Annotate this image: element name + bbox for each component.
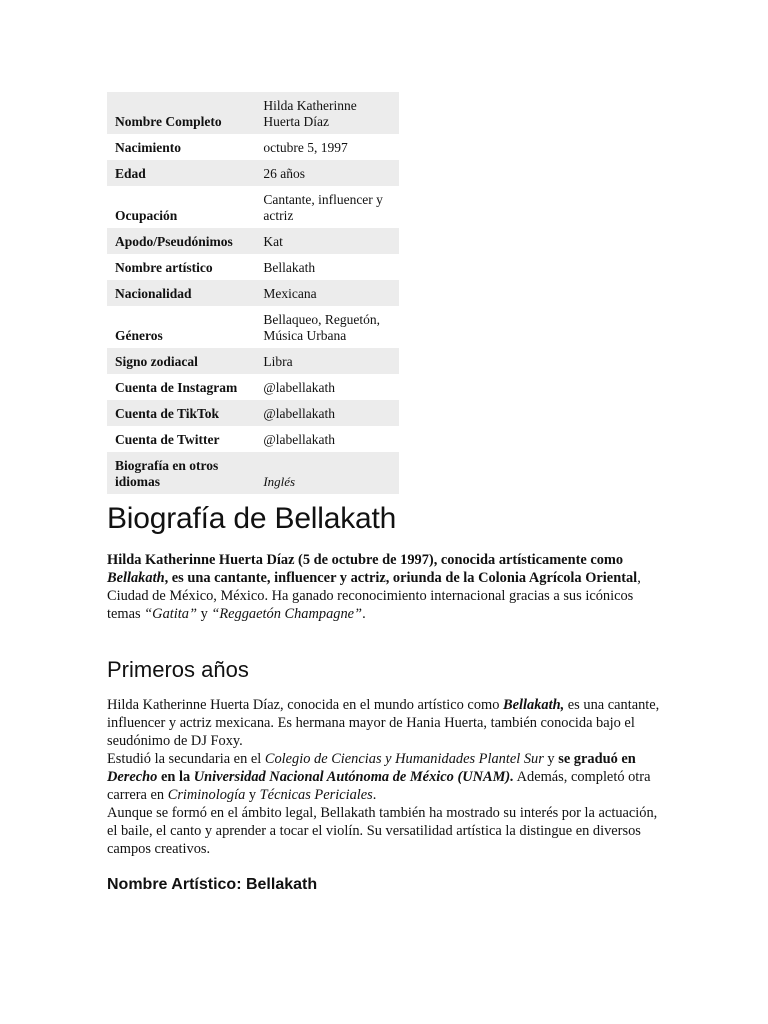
infobox-row-genres xyxy=(107,306,399,348)
infobox-label: Edad xyxy=(107,160,255,186)
infobox-value: Bellaqueo, Reguetón, Música Urbana xyxy=(263,312,380,343)
heading-early-years: Primeros años xyxy=(107,657,249,682)
early-p2-text-5: . xyxy=(372,787,377,803)
infobox-label: Apodo/Pseudónimos xyxy=(107,228,255,254)
infobox-row-instagram xyxy=(107,374,399,400)
early-text: Hilda Katherinne Huerta Díaz, conocida en el mundo artístico como xyxy=(107,697,504,713)
infobox-label: Nacimiento xyxy=(115,140,181,155)
early-paragraph-1 xyxy=(107,696,667,750)
infobox-value: @labellakath xyxy=(263,432,335,447)
school-name: Colegio de Ciencias y Humanidades Plantel Sur xyxy=(264,751,544,767)
intro-bold-text-2: , es una cantante, influencer y actriz, oriunda de la Colonia Agrícola Oriental xyxy=(164,570,638,586)
intro-text-3: . xyxy=(362,606,366,622)
infobox-value: Cantante, influencer y actriz xyxy=(263,192,383,223)
infobox-value: Hilda Katherinne Huerta Díaz xyxy=(255,92,399,134)
infobox-row-full-name xyxy=(107,92,399,134)
graduated-text-2: en la xyxy=(157,769,194,785)
infobox-label: Ocupación xyxy=(115,208,178,223)
infobox-label: Géneros xyxy=(115,328,163,343)
infobox-value: Kat xyxy=(255,228,399,254)
intro-bold-text: Hilda Katherinne Huerta Díaz (5 de octubre de 1997), conocida artísticamente como xyxy=(107,552,624,568)
early-p2-text-2: y xyxy=(543,751,559,767)
language-link-english[interactable]: Inglés xyxy=(255,452,399,494)
infobox-row-nationality xyxy=(107,280,399,306)
infobox-row-zodiac xyxy=(107,348,399,374)
heading-stage-name: Nombre Artístico: Bellakath xyxy=(107,876,318,893)
infobox-label: Nombre artístico xyxy=(115,260,213,275)
infobox-row-tiktok xyxy=(107,400,399,426)
infobox-row-birth xyxy=(107,134,399,160)
infobox-row-twitter xyxy=(107,426,399,452)
intro-text: , Ciudad de México, México. Ha ganado reconocimiento internacional gracias a sus icónicos temas xyxy=(107,570,641,622)
intro-stage-name: Bellakath xyxy=(107,570,165,586)
infobox-value: octubre 5, 1997 xyxy=(263,140,348,155)
infobox-label: Cuenta de Instagram xyxy=(115,380,238,395)
infobox-row-languages xyxy=(107,452,399,494)
infobox-row-occupation xyxy=(107,186,399,228)
infobox-table xyxy=(107,92,399,494)
early-paragraph-2 xyxy=(107,750,667,804)
page-title: Biografía de Bellakath xyxy=(107,502,397,535)
infobox-label: Signo zodiacal xyxy=(107,348,255,374)
infobox-label: Cuenta de TikTok xyxy=(107,400,255,426)
intro-text-2: y xyxy=(196,606,212,622)
early-text-2: es una cantante, influencer y actriz mexicana. Es hermana mayor de Hania Huerta, también conocida bajo el seudónimo de DJ Foxy. xyxy=(107,697,660,749)
infobox-label: Nacionalidad xyxy=(107,280,255,306)
infobox-label: Nombre Completo xyxy=(107,92,255,134)
degree-name: Derecho xyxy=(107,769,158,785)
infobox-label: Biografía en otros idiomas xyxy=(107,452,255,494)
infobox-value: Bellakath xyxy=(263,260,316,275)
early-stage-name: Bellakath, xyxy=(503,697,565,713)
graduated-text: se graduó en xyxy=(558,751,636,767)
career-criminology: Criminología xyxy=(167,787,246,803)
infobox-value: @labellakath xyxy=(255,400,399,426)
intro-paragraph xyxy=(107,551,667,623)
infobox-value: 26 años xyxy=(255,160,399,186)
infobox-value: @labellakath xyxy=(263,380,335,395)
infobox-row-nickname xyxy=(107,228,399,254)
early-p2-text-4: y xyxy=(245,787,260,803)
career-forensics: Técnicas Periciales xyxy=(259,787,373,803)
infobox-label: Cuenta de Twitter xyxy=(115,432,220,447)
early-paragraph-3: Aunque se formó en el ámbito legal, Bellakath también ha mostrado su interés por la actuación, el baile, el canto y aprender a tocar el violín. Su versatilidad artística la distingue en diversos campos creativos. xyxy=(107,805,658,857)
song-gatita: “Gatita” xyxy=(144,606,197,622)
early-years-body xyxy=(107,696,667,858)
infobox-row-stage-name xyxy=(107,254,399,280)
infobox-row-age xyxy=(107,160,399,186)
early-p2-text: Estudió la secundaria en el xyxy=(107,751,265,767)
university-name: Universidad Nacional Autónoma de México (UNAM). xyxy=(193,769,514,785)
infobox-value: Libra xyxy=(255,348,399,374)
early-p2-text-3: Además, completó otra carrera en xyxy=(107,769,651,803)
song-reggaeton-champagne: “Reggaetón Champagne” xyxy=(211,606,363,622)
infobox-value: Mexicana xyxy=(255,280,399,306)
